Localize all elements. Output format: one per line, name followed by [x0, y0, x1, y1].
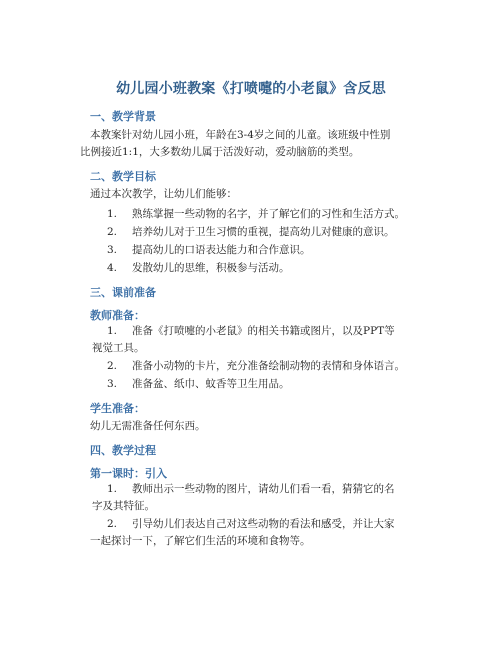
teacher-prep-heading: 教师准备： — [90, 309, 145, 322]
background-line-2: 比例接近1:1，大多数幼儿属于活泼好动，爱动脑筋的类型。 — [80, 146, 360, 158]
goal-item — [107, 224, 395, 241]
goal-item-number: 2. — [107, 226, 118, 238]
goal-item-number: 4. — [107, 262, 118, 274]
goal-item — [107, 242, 311, 259]
teacher-prep-number: 2. — [107, 360, 118, 372]
goal-item-text: 培养幼儿对于卫生习惯的重视，提高幼儿对健康的意识。 — [132, 226, 395, 238]
teacher-prep-number: 1. — [107, 325, 118, 337]
teacher-prep-item — [107, 323, 395, 340]
section-heading-prep: 三、课前准备 — [90, 286, 156, 299]
goal-item — [107, 260, 290, 277]
teacher-prep-item — [107, 376, 290, 393]
goal-item-text: 发散幼儿的思维，积极参与活动。 — [132, 262, 290, 274]
process-item-text: 引导幼儿们表达自己对这些动物的看法和感受，并让大家 — [132, 518, 395, 530]
goals-intro: 通过本次教学，让幼儿们能够： — [90, 188, 237, 200]
teacher-prep-number: 3. — [107, 378, 118, 390]
teacher-prep-text: 准备《打喷嚏的小老鼠》的相关书籍或图片，以及PPT等 — [132, 325, 395, 337]
teacher-prep-item — [107, 358, 405, 375]
goal-item — [107, 206, 405, 223]
goal-item-text: 熟练掌握一些动物的名字，并了解它们的习性和生活方式。 — [132, 208, 405, 220]
document-title: 幼儿园小班教案《打喷嚏的小老鼠》含反思 — [116, 81, 386, 97]
student-prep-text: 幼儿无需准备任何东西。 — [90, 420, 206, 432]
teacher-prep-text: 准备小动物的卡片，充分准备绘制动物的表情和身体语言。 — [132, 360, 405, 372]
student-prep-heading: 学生准备： — [90, 402, 145, 415]
goal-item-number: 1. — [107, 208, 118, 220]
background-line-1: 本教案针对幼儿园小班，年龄在3-4岁之间的儿童。该班级中性别 — [90, 129, 391, 141]
process-item-text: 教师出示一些动物的图片，请幼儿们看一看，猜猜它的名 — [132, 483, 395, 495]
process-item-number: 2. — [107, 518, 118, 530]
process-item — [107, 481, 395, 498]
lesson1-heading: 第一课时：引入 — [90, 467, 167, 480]
process-item-continuation: 一起探讨一下，了解它们生活的环境和食物等。 — [90, 535, 311, 547]
process-item-continuation: 字及其特征。 — [92, 500, 155, 512]
goal-item-text: 提高幼儿的口语表达能力和合作意识。 — [132, 244, 311, 256]
section-heading-process: 四、教学过程 — [90, 444, 156, 457]
process-item — [107, 516, 395, 533]
teacher-prep-continuation: 视觉工具。 — [92, 342, 145, 354]
teacher-prep-text: 准备盆、纸巾、蚊香等卫生用品。 — [132, 378, 290, 390]
goal-item-number: 3. — [107, 244, 118, 256]
section-heading-background: 一、教学背景 — [90, 110, 156, 123]
section-heading-goals: 二、教学目标 — [90, 170, 156, 183]
process-item-number: 1. — [107, 483, 118, 495]
